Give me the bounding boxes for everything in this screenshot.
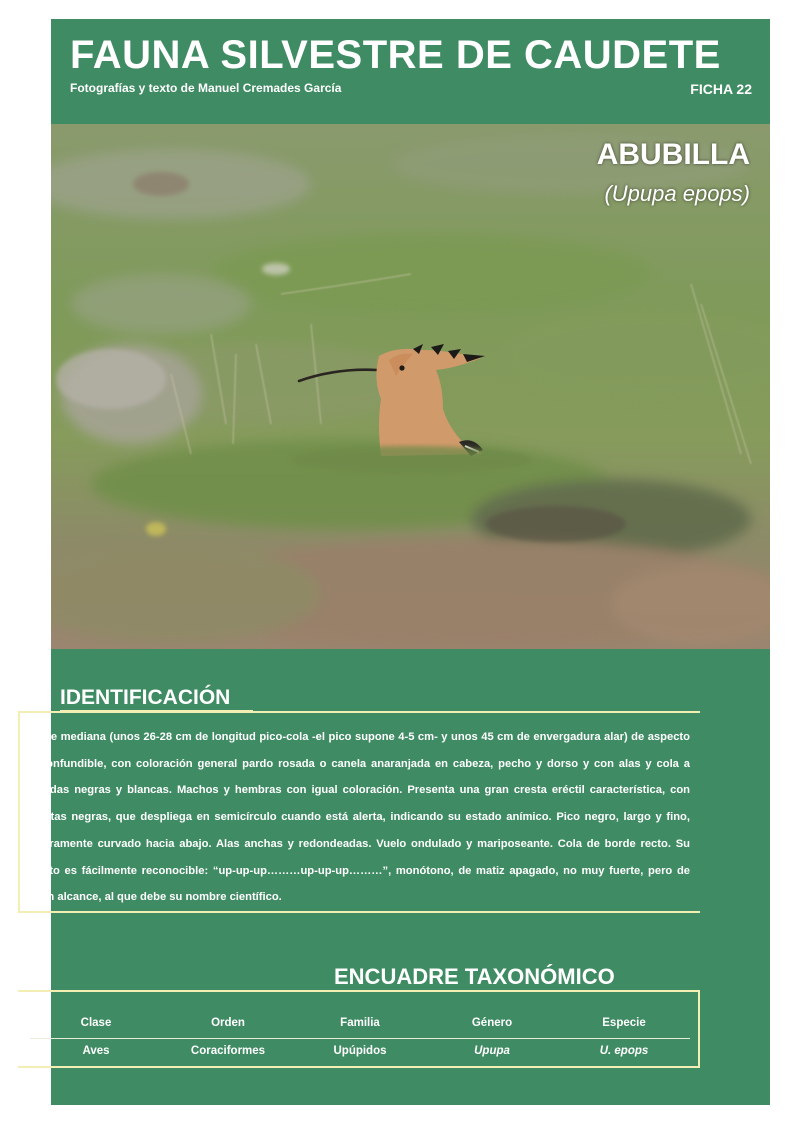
taxonomy-header-clase: Clase	[80, 1017, 112, 1029]
taxonomy-value-clase: Aves	[82, 1045, 110, 1057]
taxonomy-header-familia: Familia	[340, 1017, 380, 1029]
taxonomy-value-familia: Upúpidos	[333, 1045, 387, 1057]
hoopoe-photo	[51, 124, 770, 649]
taxonomy-value-especie: U. epops	[599, 1045, 649, 1057]
taxonomy-value-row	[30, 1045, 690, 1057]
species-common-name: ABUBILLA	[596, 138, 750, 171]
fact-sheet	[51, 19, 770, 1105]
taxonomy-value-genero: Upupa	[474, 1045, 510, 1057]
identification-heading: IDENTIFICACIÓN	[60, 686, 231, 709]
taxonomy-header-row	[30, 1017, 690, 1029]
header-band	[51, 19, 770, 124]
page-title: FAUNA SILVESTRE DE CAUDETE	[70, 33, 721, 77]
sheet-number: FICHA 22	[690, 81, 752, 97]
taxonomy-heading: ENCUADRE TAXONÓMICO	[334, 964, 615, 989]
species-scientific-name: (Upupa epops)	[604, 181, 750, 206]
taxonomy-divider	[30, 1038, 690, 1039]
taxonomy-header-orden: Orden	[211, 1017, 245, 1029]
author-credit: Fotografías y texto de Manuel Cremades García	[70, 81, 342, 95]
taxonomy-header-genero: Género	[471, 1017, 513, 1029]
taxonomy-value-orden: Coraciformes	[190, 1045, 266, 1057]
identification-text: Ave mediana (unos 26-28 cm de longitud pico-cola -el pico supone 4-5 cm- y unos 45 cm de envergadura alar) de aspecto inconfundible, con coloración general pardo rosada o canela anaranjada en cabeza, pecho y dorso y con alas y cola a bandas negras y blancas. Machos y hembras con igual coloración. Presenta una gran cresta eréctil característica, con puntas negras, que despliega en semicírculo cuando está alerta, indicando su estado anímico. Pico negro, largo y fino, ligeramente curvado hacia abajo. Alas anchas y redondeadas. Vuelo ondulado y mariposeante. Cola de borde recto. Su canto es fácilmente reconocible: “up-up-up………up-up-up………”, monótono, de matiz apagado, no muy fuerte, pero de gran alcance, al que debe su nombre científico.	[30, 731, 690, 904]
taxonomy-header-especie: Especie	[602, 1017, 646, 1029]
